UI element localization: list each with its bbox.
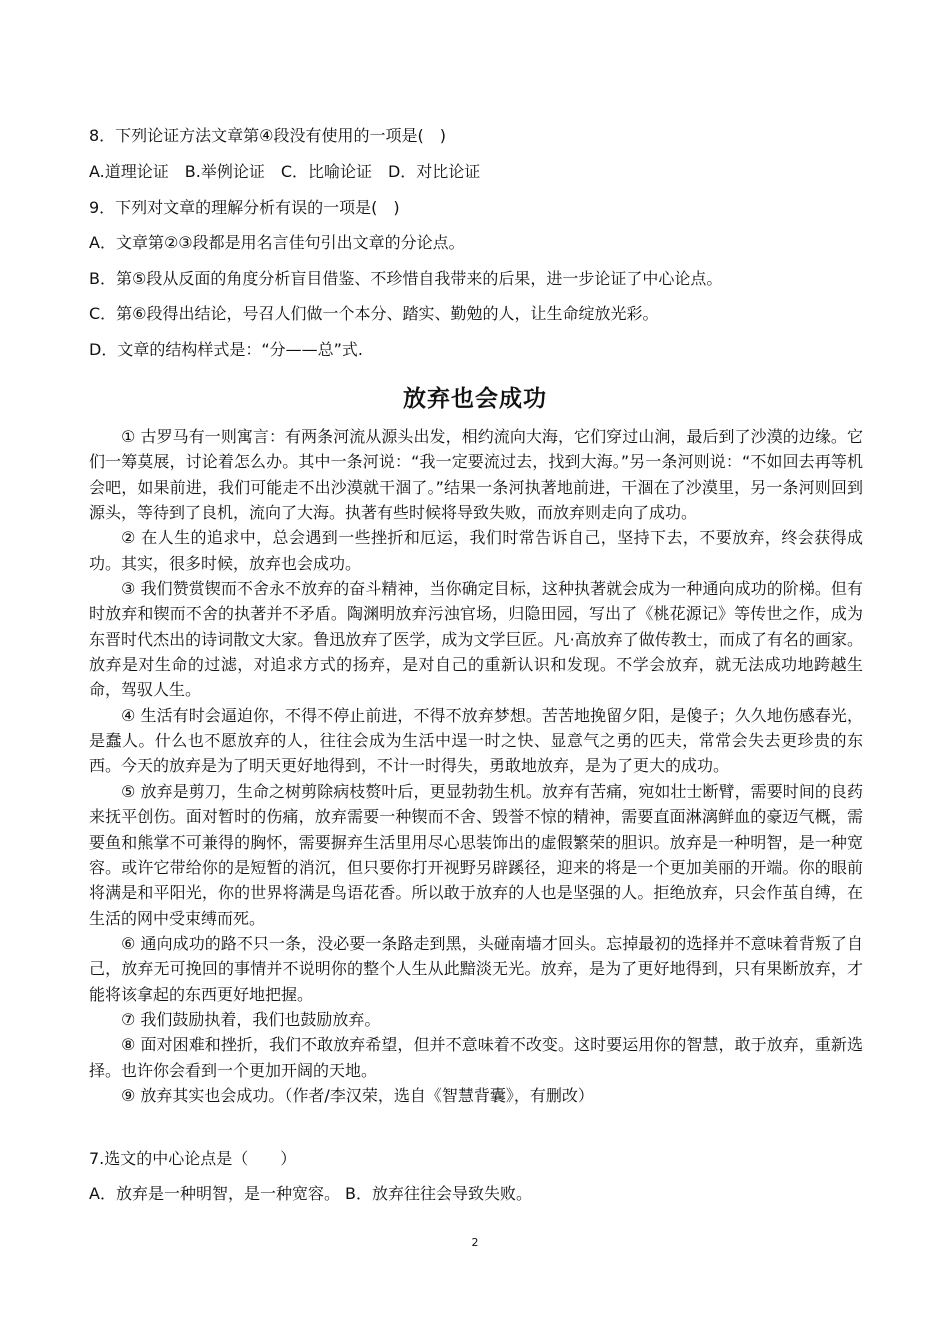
question-9-option-b: B．第⑤段从反面的角度分析盲目借鉴、不珍惜自我带来的后果，进一步论证了中心论点。 bbox=[89, 269, 723, 288]
question-7-options: A．放弃是一种明智，是一种宽容。 B．放弃往往会导致失败。 bbox=[89, 1184, 533, 1203]
article-paragraph-2: ② 在人生的追求中，总会遇到一些挫折和厄运，我们时常告诉自己，坚持下去，不要放弃，终会获得成功。其实，很多时候，放弃也会成功。 bbox=[89, 528, 863, 573]
question-9-option-c: C．第⑥段得出结论，号召人们做一个本分、踏实、勤勉的人，让生命绽放光彩。 bbox=[89, 304, 659, 323]
article-paragraph-5: ⑤ 放弃是剪刀，生命之树剪除病枝赘叶后，更显勃勃生机。放弃有苦痛，宛如壮士断臂，需要时间的良药来抚平创伤。面对暂时的伤痛，放弃需要一种锲而不舍、毁誉不惊的精神，需要直面淋漓鲜血的豪迈气概，需要鱼和熊掌不可兼得的胸怀，需要摒弃生活里用尽心思装饰出的虚假繁荣的胆识。放弃是一种明智，是一种宽容。或许它带给你的是短暂的消沉，但只要你打开视野另辟蹊径，迎来的将是一个更加美丽的开端。你的眼前将满是和平阳光，你的世界将满是鸟语花香。所以敢于放弃的人也是坚强的人。拒绝放弃，只会作茧自缚，在生活的网中受束缚而死。 bbox=[89, 781, 863, 928]
article-body bbox=[89, 424, 863, 1108]
article-paragraph-7: ⑦ 我们鼓励执着，我们也鼓励放弃。 bbox=[121, 1009, 381, 1029]
article-paragraph-8: ⑧ 面对困难和挫折，我们不敢放弃希望，但并不意味着不改变。这时要运用你的智慧，敢于放弃，重新选择。也许你会看到一个更加开阔的天地。 bbox=[89, 1035, 863, 1080]
page-number: 2 bbox=[471, 1236, 479, 1249]
question-7-stem: 7.选文的中心论点是（ ） bbox=[89, 1149, 297, 1168]
article-title: 放弃也会成功 bbox=[403, 386, 547, 412]
question-9-option-a: A．文章第②③段都是用名言佳句引出文章的分论点。 bbox=[89, 233, 465, 252]
article-paragraph-6: ⑥ 通向成功的路不只一条，没必要一条路走到黑，头碰南墙才回头。忘掉最初的选择并不意味着背叛了自己，放弃无可挽回的事情并不说明你的整个人生从此黯淡无光。放弃，是为了更好地得到，只有果断放弃，才能将该拿起的东西更好地把握。 bbox=[89, 933, 863, 1004]
article-paragraph-3: ③ 我们赞赏锲而不舍永不放弃的奋斗精神，当你确定目标，这种执著就会成为一种通向成功的阶梯。但有时放弃和锲而不舍的执著并不矛盾。陶渊明放弃污浊官场，归隐田园，写出了《桃花源记》等传世之作，成为东晋时代杰出的诗词散文大家。鲁迅放弃了医学，成为文学巨匠。凡·高放弃了做传教士，而成了有名的画家。放弃是对生命的过滤，对追求方式的扬弃，是对自己的重新认识和发现。不学会放弃，就无法成功地跨越生命，驾驭人生。 bbox=[89, 579, 863, 700]
question-8-stem: 8．下列论证方法文章第④段没有使用的一项是( ) bbox=[89, 126, 447, 145]
question-9-option-d: D．文章的结构样式是：“分——总”式. bbox=[89, 340, 363, 359]
article-paragraph-4: ④ 生活有时会逼迫你，不得不停止前进，不得不放弃梦想。苦苦地挽留夕阳，是傻子；久久地伤感春光，是蠢人。什么也不愿放弃的人，往往会成为生活中逞一时之快、显意气之勇的匹夫，常常会失去更珍贵的东西。今天的放弃是为了明天更好地得到，不计一时得失，勇敢地放弃，是为了更大的成功。 bbox=[89, 705, 863, 776]
question-8-options: A.道理论证 B.举例论证 C．比喻论证 D．对比论证 bbox=[89, 162, 481, 181]
article-paragraph-1: ① 古罗马有一则寓言：有两条河流从源头出发，相约流向大海，它们穿过山涧，最后到了沙漠的边缘。它们一筹莫展，讨论着怎么办。其中一条河说：“我一定要流过去，找到大海。”另一条河则说：“不如回去再等机会吧，如果前进，我们可能走不出沙漠就干涸了。”结果一条河执著地前进，干涸在了沙漠里，另一条河则回到源头，等待到了良机，流向了大海。执著有些时候将导致失败，而放弃则走向了成功。 bbox=[89, 427, 863, 523]
question-9-stem: 9．下列对文章的理解分析有误的一项是( ) bbox=[89, 198, 400, 217]
article-paragraph-9: ⑨ 放弃其实也会成功。（作者/李汉荣，选自《智慧背囊》，有删改） bbox=[121, 1085, 594, 1105]
